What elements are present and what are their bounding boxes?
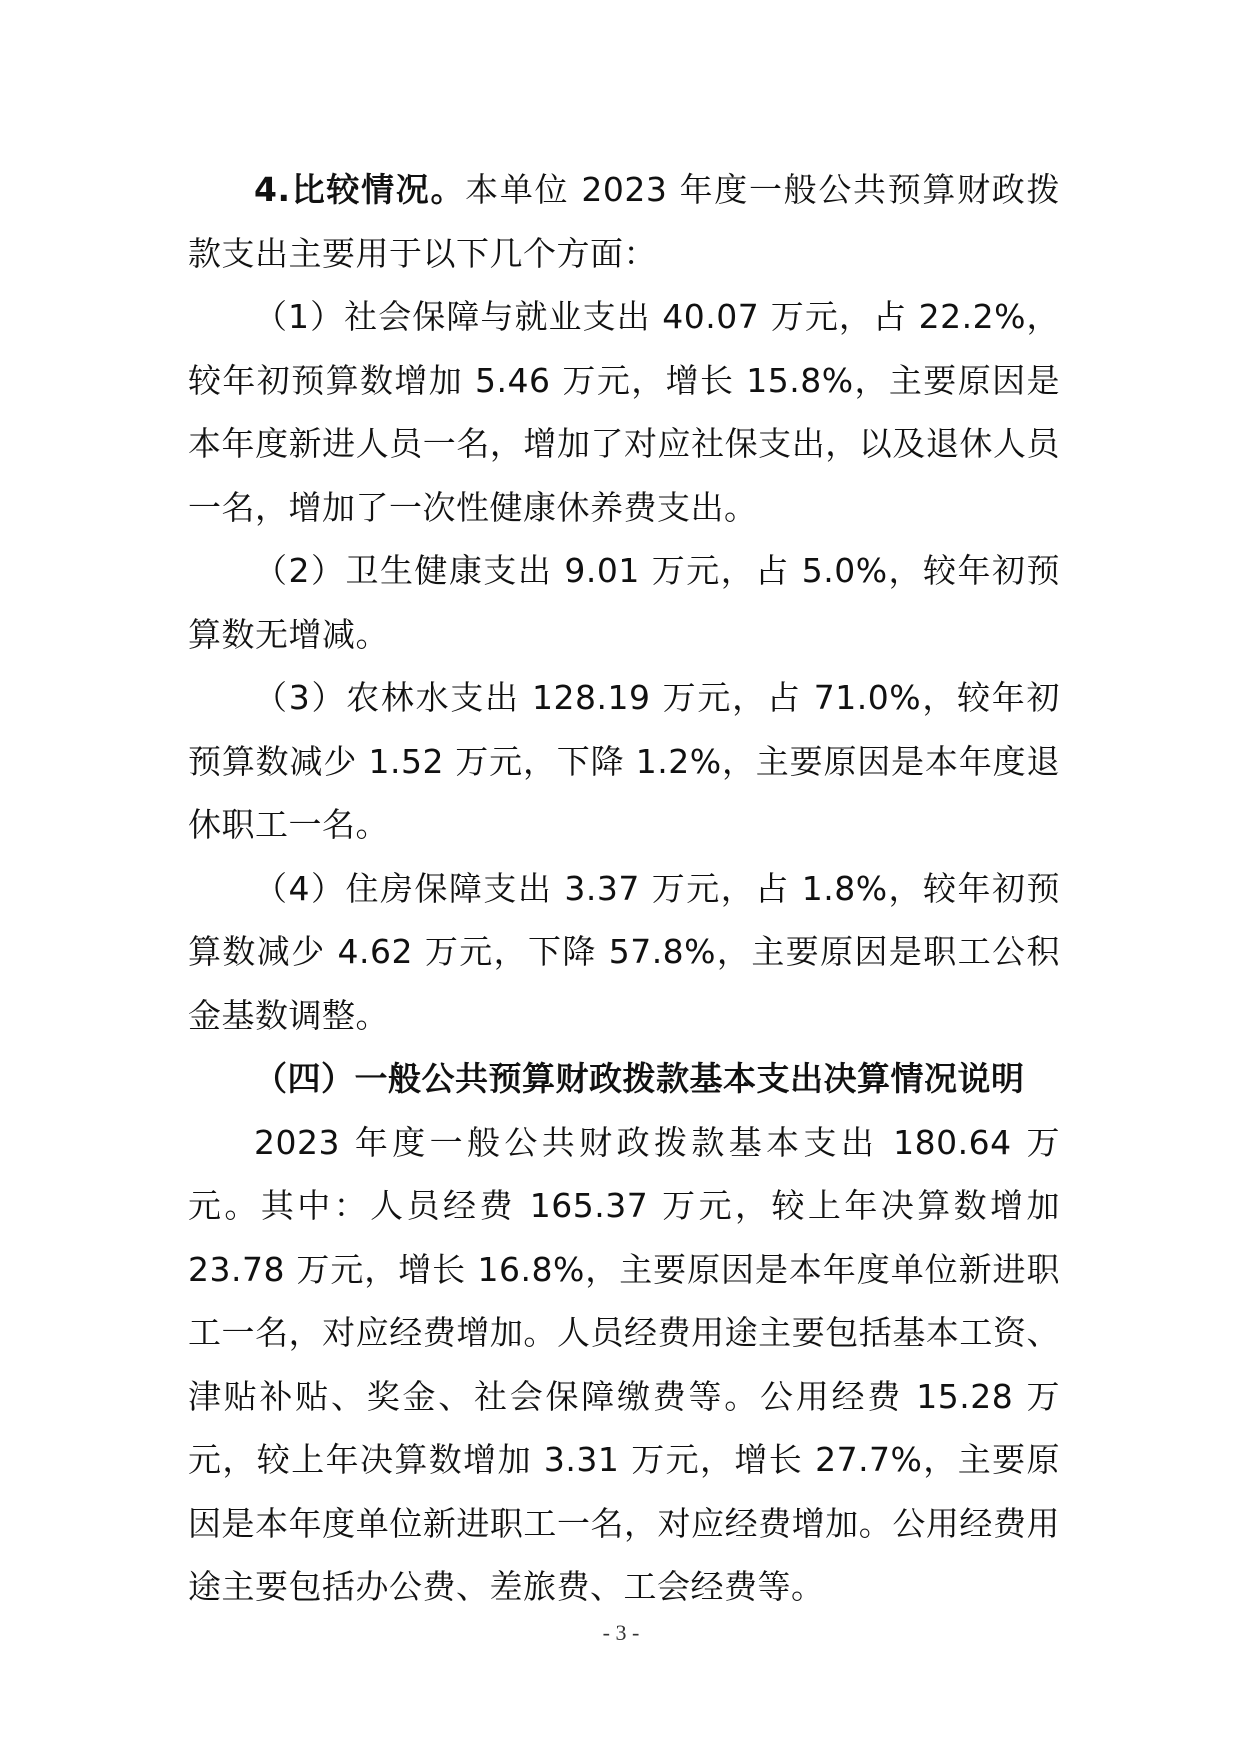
page-number: - 3 - <box>602 1620 640 1645</box>
item-agriculture: （3）农林水支出 128.19 万元，占 71.0%，较年初预算数减少 1.52 万元，下降 1.2%，主要原因是本年度退休职工一名。 <box>188 678 1060 844</box>
comparison-paragraph <box>188 158 1060 285</box>
comparison-text: 本单位 2023 年度一般公共预算财政拨款支出主要用于以下几个方面： <box>188 170 1060 273</box>
comparison-lead: 4.比较情况。 <box>254 170 466 209</box>
item-health: （2）卫生健康支出 9.01 万元，占 5.0%，较年初预算数无增减。 <box>188 551 1060 654</box>
basic-expenditure-paragraph: 2023 年度一般公共财政拨款基本支出 180.64 万元。其中：人员经费 165.37 万元，较上年决算数增加 23.78 万元，增长 16.8%，主要原因是本年度单位新进职工一名，对应经费增加。人员经费用途主要包括基本工资、津贴补贴、奖金、社会保障缴费等。公用经费 15.28 万元，较上年决算数增加 3.31 万元，增长 27.7%，主要原因是本年度单位新进职工一名，对应经费增加。公用经费用途主要包括办公费、差旅费、工会经费等。 <box>188 1122 1060 1606</box>
section-heading-basic-expenditure: （四）一般公共预算财政拨款基本支出决算情况说明 <box>254 1059 1025 1098</box>
document-body <box>188 158 1060 1619</box>
item-housing: （4）住房保障支出 3.37 万元，占 1.8%，较年初预算数减少 4.62 万元，下降 57.8%，主要原因是职工公积金基数调整。 <box>188 868 1060 1035</box>
item-social-security: （1）社会保障与就业支出 40.07 万元，占 22.2%，较年初预算数增加 5.46 万元，增长 15.8%，主要原因是本年度新进人员一名，增加了对应社保支出，以及退休人员一名，增加了一次性健康休养费支出。 <box>188 297 1060 527</box>
